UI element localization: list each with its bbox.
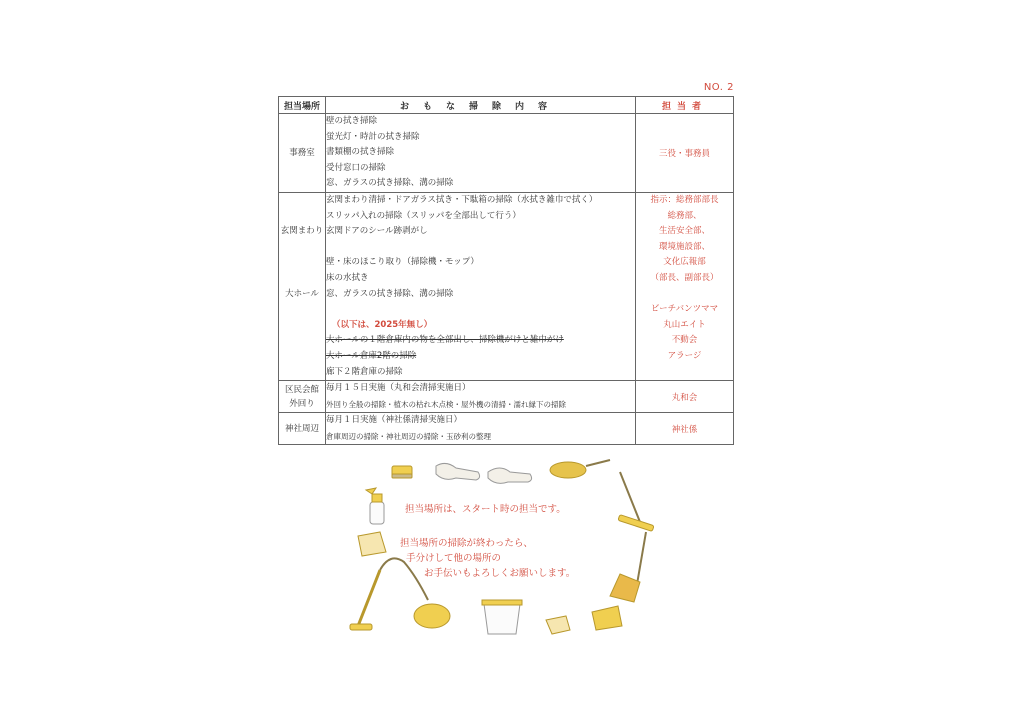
table-header-row [279,97,734,114]
header-place: 担当場所 [279,97,326,114]
mop-icon [618,472,654,590]
task-line: 廊下２階倉庫の掃除 [326,366,403,377]
person-cell [636,413,734,445]
place-cell [279,381,326,413]
person-label: 三役・事務員 [658,148,710,159]
content-cell [326,413,636,445]
glove-icon [436,463,532,483]
header-person: 担当者 [636,97,734,114]
person-label: 神社係 [671,424,698,435]
task-line: 壁の拭き掃除 [326,116,378,126]
task-line: 玄関ドアのシール跡剥がし [326,226,428,237]
table-row [279,413,734,445]
place-cell [279,192,326,380]
task-line: 窓、ガラスの拭き掃除、溝の掃除 [326,288,454,299]
bucket-icon [482,600,522,634]
dustpan-icon [546,606,622,634]
page-number: NO. 2 [703,82,734,93]
task-line: 蛍光灯・時計の拭き掃除 [326,131,420,142]
place-label: 外回り [289,398,315,409]
help-request-line: 担当場所の掃除が終わったら、 [400,538,533,549]
person-label: （部長、副部長） [650,272,719,283]
content-cell [326,114,636,193]
person-label: 総務部、 [667,210,702,221]
task-line: スリッパ入れの掃除（スリッパを全部出して行う） [326,210,521,221]
task-line-blank [326,302,635,318]
table-row [279,381,734,413]
help-request-note [400,536,575,581]
place-cell [279,413,326,445]
duster-icon [550,460,610,478]
help-request-line: お手伝いもよろしくお願いします。 [424,568,576,579]
table-row [279,114,734,193]
start-assignment-note: 担当場所は、スタート時の担当です。 [405,504,566,515]
person-cell [636,192,734,380]
task-line: 床の水拭き [326,272,369,283]
table-row [279,192,734,380]
person-label: 丸山エイト [663,319,706,330]
task-line: 倉庫周辺の掃除・神社周辺の掃除・玉砂利の整理 [326,431,491,441]
person-cell [636,114,734,193]
sponge-icon [392,466,412,478]
place-label: 神社周辺 [284,423,319,434]
task-line-blank [326,240,635,256]
person-label: 不動会 [671,335,698,346]
struck-task-line: 大ホールの１階倉庫内の物を全部出し、掃除機がけと雑巾がけ [326,335,564,346]
place-label-entrance: 玄関まわり [280,225,324,236]
person-label: アラージ [667,350,702,361]
task-line: 毎月１日実施（神社係清掃実施日） [326,415,463,426]
help-request-line: 手分けして他の場所の [406,553,502,564]
person-cell [636,381,734,413]
task-line: 窓、ガラスの拭き掃除、溝の掃除 [326,178,454,189]
task-line: 受付窓口の掃除 [326,162,386,173]
notice-line: （以下は、2025年無し） [332,319,433,330]
person-label: 丸和会 [671,392,698,403]
spray-bottle-icon [366,488,384,524]
place-label: 区民会館 [284,384,319,395]
task-line: 外回り全般の掃除・植木の枯れ木点検・屋外機の清掃・濡れ縁下の掃除 [326,399,566,409]
person-label: 生活安全部、 [658,226,710,237]
broom-icon [610,574,640,602]
content-cell [326,192,636,380]
person-label: ビーチバンツママ [650,304,719,315]
task-line: 玄関まわり清掃・ドアガラス拭き・下駄箱の掃除（水拭き雑巾で拭く） [326,194,598,205]
person-label: 文化広報部 [663,257,706,268]
task-line: 毎月１５日実施（丸和会清掃実施日） [326,383,471,394]
task-line: 壁・床のほこり取り（掃除機・モップ） [326,257,479,268]
person-label-blank [636,365,733,381]
place-label-hall: 大ホール [285,288,319,299]
cleaning-schedule-table [278,96,734,445]
place-label: 事務室 [289,147,315,158]
header-content: おもな掃除内容 [326,97,636,114]
task-line: 書類棚の拭き掃除 [326,147,395,158]
struck-task-line: 大ホール倉庫2階の掃除 [326,350,417,361]
place-cell [279,114,326,193]
person-label-blank [636,287,733,303]
cloth-icon [358,532,386,556]
person-label: 指示：総務部部長 [650,194,719,205]
content-cell [326,381,636,413]
person-label: 環境施設部、 [658,241,710,252]
